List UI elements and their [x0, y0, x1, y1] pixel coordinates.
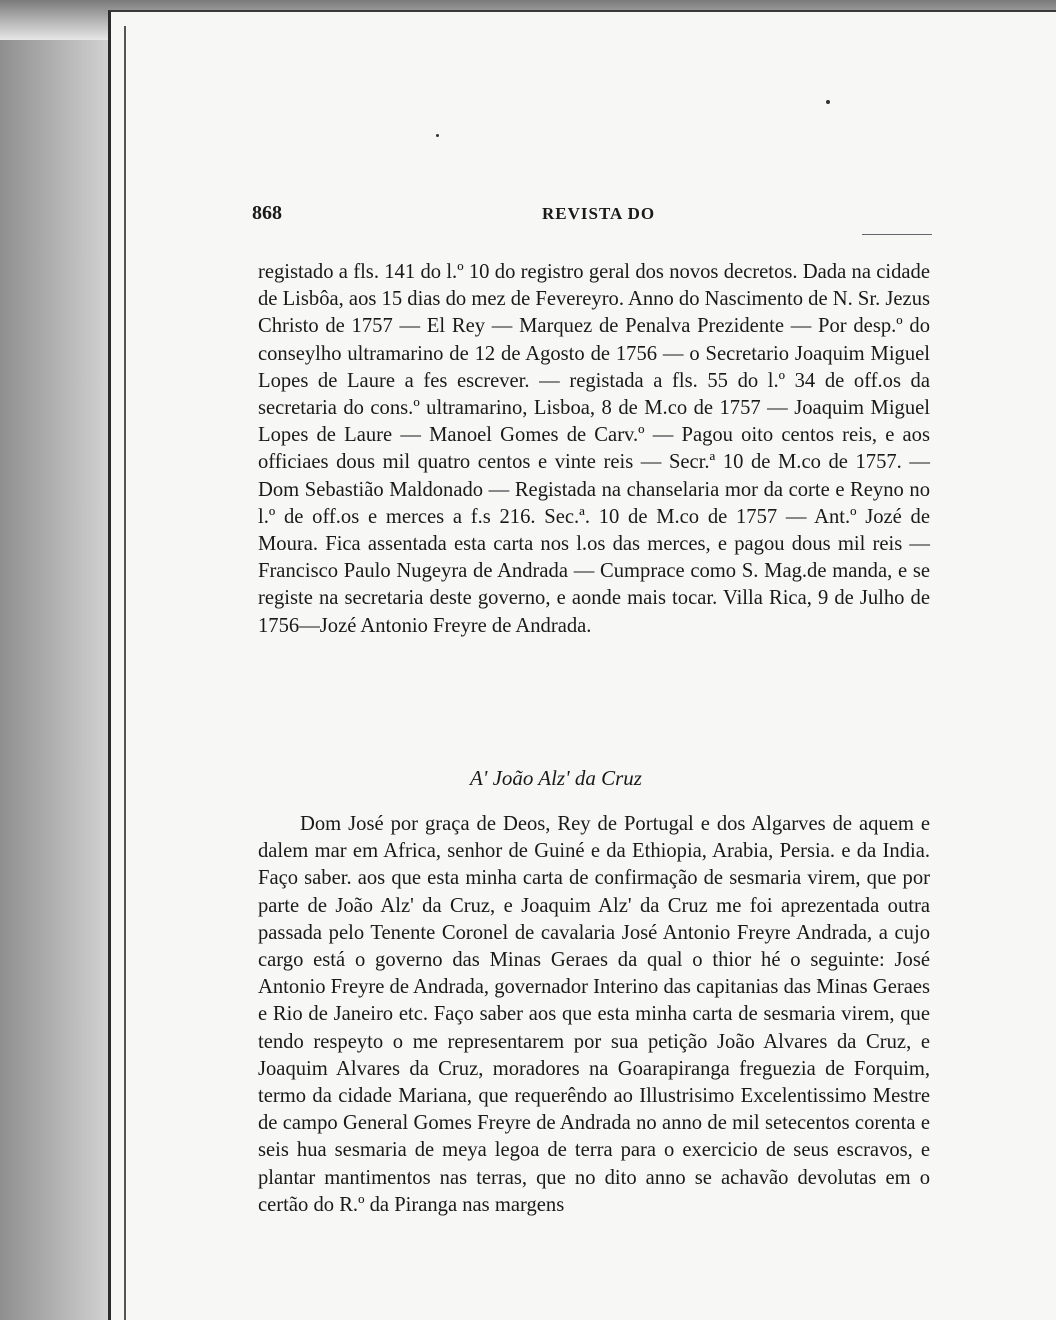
- section-heading: A' João Alz' da Cruz: [470, 766, 642, 790]
- page-number: 868: [252, 202, 282, 224]
- page-binding-edge: [124, 26, 126, 1320]
- scan-shadow-left: [0, 0, 125, 1320]
- print-speck: [436, 134, 439, 137]
- print-speck: [826, 100, 830, 104]
- body-text-top: [258, 259, 930, 640]
- body-text-bottom: [258, 811, 930, 1219]
- page-header: [252, 196, 932, 236]
- paragraph-letter: Dom José por graça de Deos, Rey de Portugal e dos Algarves de aquem e dalem mar em Africa, senhor de Guiné e da Ethiopia, Arabia, Persia. e da India. Faço saber. aos que esta minha carta de confirmação de sesmaria virem, que por parte de João Alz' da Cruz, e Joaquim Alz' da Cruz me foi aprezentada outra passada pelo Tenente Coronel de cavalaria José Antonio Freyre Andrada, a cujo cargo está o governo das Minas Geraes da qual o thior hé o seguinte: José Antonio Freyre de Andrada, governador Interino das capitanias das Minas Geraes e Rio de Janeiro etc. Faço saber aos que esta minha carta de sesmaria virem, que tendo respeyto o me representarem por sua petição João Alvares da Cruz, e Joaquim Alvares da Cruz, moradores na Goarapiranga freguezia de Forquim, termo da cidade Mariana, que requerêndo ao Illustrisimo Excelentissimo Mestre de campo General Gomes Freyre de Andrada no anno de mil setecentos corenta e seis hua sesmaria de meya legoa de terra para o exercicio de seus escravos, e plantar mantimentos nas terras, que no dito anno se achavão devolutas em o certão do R.º da Piranga nas margens: [258, 813, 930, 1216]
- header-rule: [862, 234, 932, 235]
- running-title: REVISTA DO: [542, 204, 656, 223]
- paragraph-continuation: registado a fls. 141 do l.º 10 do registro geral dos novos decretos. Dada na cidade de Lisbôa, aos 15 dias do mez de Fevereyro. Anno do Nascimento de N. Sr. Jezus Christo de 1757 — El Rey — Marquez de Penalva Prezidente — Por desp.º do conseylho ultramarino de 12 de Agosto de 1756 — o Secretario Joaquim Miguel Lopes de Laure a fes escrever. — registada a fls. 55 do l.º 34 de off.os da secretaria do cons.º ultramarino, Lisboa, 8 de M.co de 1757 — Joaquim Miguel Lopes de Laure — Manoel Gomes de Carv.º — Pagou oito centos reis, e aos officiaes dous mil quatro centos e vinte reis — Secr.ª 10 de M.co de 1757. — Dom Sebastião Maldonado — Registada na chanselaria mor da corte e Reyno no l.º de off.os e merces a f.s 216. Sec.ª. 10 de M.co de 1757 — Ant.º Jozé de Moura. Fica assentada esta carta nos l.os das merces, e pagou dous mil reis — Francisco Paulo Nugeyra de Andrada — Cumprace como S. Mag.de manda, e se registe na secretaria deste governo, e aonde mais tocar. Villa Rica, 9 de Julho de 1756—Jozé Antonio Freyre de Andrada.: [258, 261, 931, 637]
